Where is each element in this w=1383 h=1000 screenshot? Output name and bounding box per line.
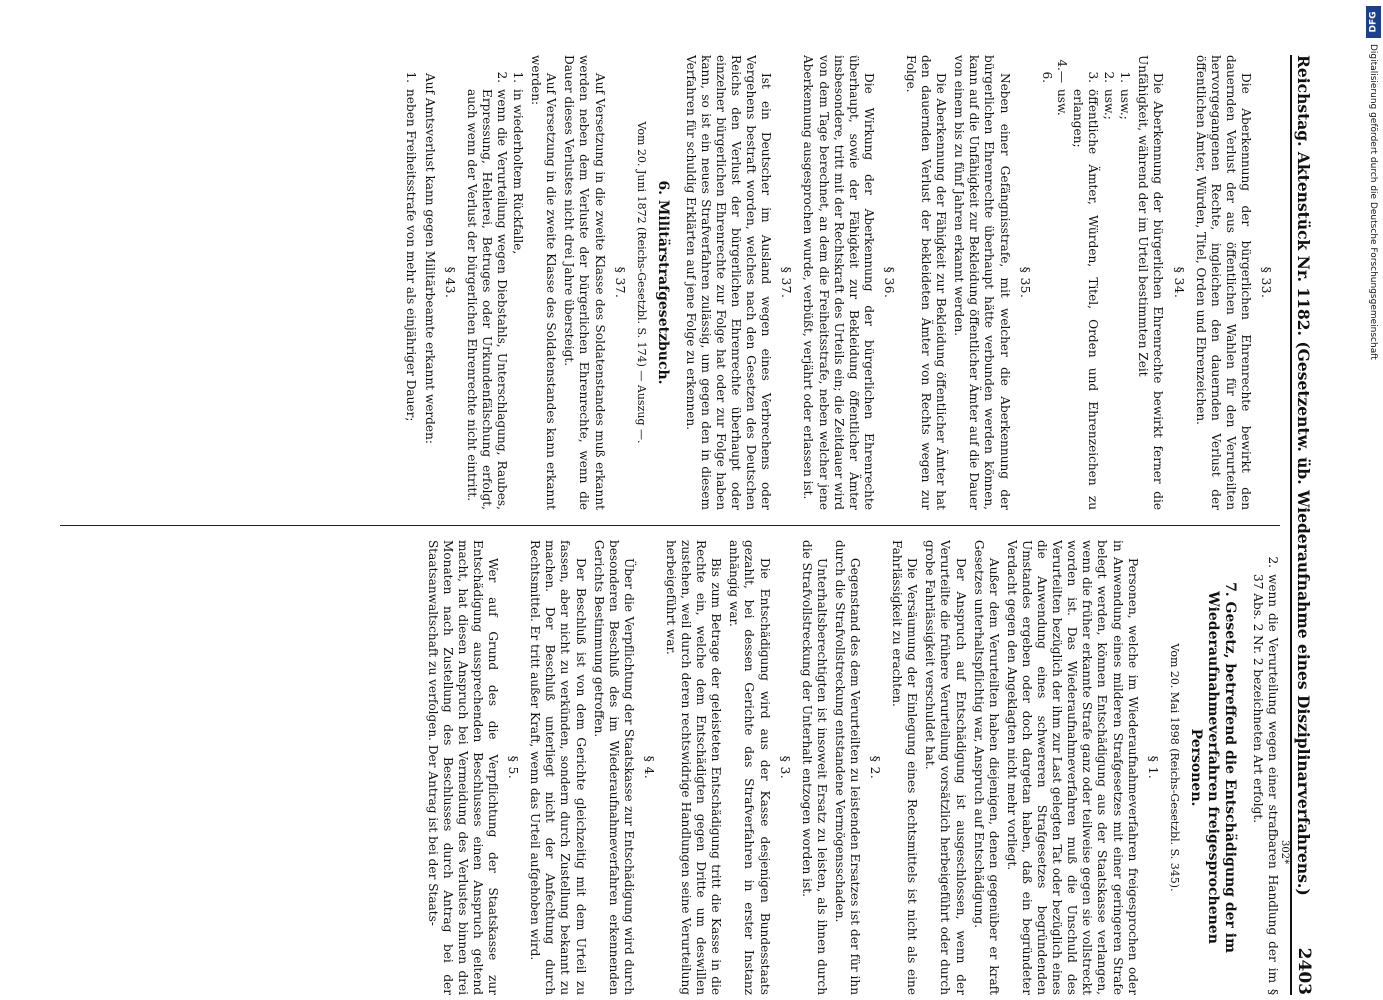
list-number: 1. <box>1118 71 1133 83</box>
section-heading: § 37. <box>612 266 627 299</box>
list-number: 2. <box>1266 556 1280 568</box>
section-heading: § 36. <box>881 266 896 299</box>
law-date: Vom 20. Mai 1898 (Reichs-Gesetzbl. S. 345). <box>1167 643 1181 892</box>
section-heading: § 35. <box>1017 266 1032 299</box>
paragraph: Die Entschädigung wird aus der Kasse desjenigen Bundesstaats gezahlt, bei dessen Gerichte das Strafverfahren in erster Instanz anhängig war. <box>727 540 772 995</box>
list-number: 3. <box>1086 71 1101 83</box>
paragraph: Die Wirkung der Aberkennung der bürgerlichen Ehrenrechte überhaupt, sowie der Fähigkeit zur Bekleidung öffentlicher Ämter insbesondere, tritt mit der Rechtskraft des Urteils ein; die Zeitdauer wird von dem Tage berechnet, an dem die Freiheitsstrafe, neben welcher jene Aberkennung ausgesprochen wurde, verbüßt, verjährt oder erlassen ist. <box>801 55 876 510</box>
paragraph: Auf Versetzung in die zweite Klasse des Soldatenstandes kann erkannt werden: <box>529 55 559 510</box>
list-text: wenn die Verurteilung wegen Diebstahls, Unterschlagung, Raubes, Erpressung, Hehlerei, Betruges oder Urkundenfälschung erfolgt, auch wenn der Verlust der bürgerlichen Ehrenrechte nicht eintritt. <box>464 89 509 510</box>
list-number: 1. <box>404 71 419 83</box>
section-heading: § 3. <box>777 755 792 780</box>
enumeration <box>1250 540 1280 995</box>
paragraph: Der Beschluß ist von dem Gerichte gleichzeitig mit dem Urteil zu fassen, aber nicht zu verkünden, sondern durch Zustellung bekannt zu machen. Der Beschluß unterliegt nicht der Anfechtung durch Rechtsmittel. Er tritt außer Kraft, wenn das Urteil aufgehoben wird. <box>528 540 588 995</box>
page-number: 2403 <box>1294 947 1315 995</box>
section-heading: § 33. <box>1259 266 1273 299</box>
list-text: wenn die Verurteilung wegen einer strafbaren Handlung der im § 37 Abs. 2 Nr. 2 bezeichneten Art erfolgt. <box>1250 574 1280 995</box>
section-heading: § 2. <box>868 755 883 780</box>
section-heading: § 5. <box>506 755 521 780</box>
section-heading: § 4. <box>641 755 656 780</box>
paragraph: Unterhaltsberechtigten ist insoweit Ersatz zu leisten, als ihnen durch die Strafvollstreckung der Unterhalt entzogen worden ist. <box>799 540 829 995</box>
section-heading: § 37. <box>779 266 794 299</box>
list-item <box>1039 55 1069 510</box>
funding-credit-text: Digitalisierung gefördert durch die Deutsche Forschungsgemeinschaft <box>1368 44 1378 360</box>
enumeration <box>1039 55 1133 510</box>
paragraph: Wer auf Grund des die Verpflichtung der Staatskasse zur Entschädigung aussprechenden Beschlusses einen Anspruch geltend macht, hat diesen Anspruch bei Vermeidung des Verlustes binnen drei Monaten nach Zustellung des Beschlusses durch Antrag bei der Staatsanwaltschaft zu verfolgen. Der Antrag ist bei der Staats- <box>425 540 501 995</box>
paragraph: Der Anspruch auf Entschädigung ist ausgeschlossen, wenn der Verurteilte die frühere Verurteilung vorsätzlich herbeigeführt oder durch grobe Fahrlässigkeit verschuldet hat. <box>923 540 968 995</box>
left-column <box>40 55 1280 510</box>
paragraph: Gegenstand des dem Verurteilten zu leistenden Ersatzes ist der für ihn durch die Strafvollstreckung entstandene Vermögensschaden. <box>832 540 863 995</box>
list-item <box>1117 55 1132 510</box>
list-text: öffentliche Ämter, Würden, Titel, Orden und Ehrenzeichen zu erlangen; <box>1070 89 1101 510</box>
list-item <box>510 55 525 510</box>
section-heading: § 43. <box>442 266 457 299</box>
paragraph: Über die Verpflichtung der Staatskasse zur Entschädigung wird durch besonderen Beschluß des im Wiederaufnahmeverfahren erkennenden Gerichts Bestimmung getroffen. <box>591 540 636 995</box>
list-text: usw. <box>1054 89 1069 116</box>
funding-credit <box>1366 44 1380 984</box>
column-divider <box>60 525 1280 526</box>
section-heading: § 1. <box>1145 755 1160 780</box>
digitization-sidebar <box>1362 6 1383 1000</box>
list-text: usw.; <box>1102 89 1117 120</box>
enumeration <box>464 55 525 510</box>
signature-mark-text: 302* <box>1279 840 1290 865</box>
paragraph: Bis zum Betrage der geleisteten Entschädigung tritt die Kasse in die Rechte ein, welche dem Entschädigten gegen Dritte um deswillen zustehen, weil durch deren rechtswidrige Handlungen seine Verurteilung herbeigeführt war. <box>664 540 724 995</box>
law-date: Vom 20. Juni 1872 (Reichs-Gesetzbl. S. 174) — Auszug —. <box>634 121 648 444</box>
list-number: 2. <box>1102 71 1117 83</box>
section-heading: § 34. <box>1171 266 1186 299</box>
list-item <box>1101 55 1116 510</box>
header-title: Reichstag. Aktenstück Nr. 1182. (Gesetzentw. üb. Wiederaufnahme eines Disziplinarverfahrens.) <box>1294 55 1314 896</box>
paragraph: Die Aberkennung der Fähigkeit zur Bekleidung öffentlicher Ämter hat den dauernden Verlust der bekleideten Ämter von Rechts wegen zur Folge. <box>904 55 949 510</box>
paragraph: Auf Amtsverlust kann gegen Militärbeamte erkannt werden: <box>422 73 437 444</box>
list-item <box>1250 540 1280 995</box>
list-text: in wiederholtem Rückfalle, <box>511 89 526 255</box>
page-header <box>1290 55 1320 995</box>
paragraph: Die Aberkennung der bürgerlichen Ehrenrechte bewirkt ferner die Unfähigkeit, während der im Urteil bestimmten Zeit <box>1136 55 1166 510</box>
right-column <box>40 540 1280 995</box>
paragraph: Außer dem Verurteilten haben diejenigen, denen gegenüber er kraft Gesetzes unterhaltspflichtig war, Anspruch auf Entschädigung. <box>971 540 1001 995</box>
list-item <box>1070 55 1100 510</box>
paragraph: Personen, welche im Wiederaufnahmeverfahren freigesprochen oder in Anwendung eines milderen Strafgesetzes mit einer geringeren Strafe belegt werden, können Entschädigung aus der Staatskasse verlangen, wenn die früher erkannte Strafe ganz oder teilweise gegen sie vollstreckt worden ist. Das Wiederaufnahmeverfahren muß die Unschuld des Verurteilten bezüglich der ihm zur Last gelegten Tat oder bezüglich eines die Anwendung eines schwereren Strafgesetzes begründenden Umstandes ergeben oder doch dargetan haben, daß ein begründeter Verdacht gegen den Angeklagten nicht mehr vorliegt. <box>1004 540 1140 995</box>
paragraph: Neben einer Gefängnisstrafe, mit welcher die Aberkennung der bürgerlichen Ehrenrechte überhaupt hätte verbunden werden können, kann auf die Unfähigkeit zur Bekleidung öffentlicher Ämter auf die Dauer von einem bis zu fünf Jahren erkannt werden. <box>952 55 1012 510</box>
list-number: 4.—6. <box>1039 59 1069 83</box>
rotated-page-content <box>20 55 1320 995</box>
list-text: neben Freiheitsstrafe von mehr als einjähriger Dauer; <box>404 89 419 422</box>
paragraph: Auf Versetzung in die zweite Klasse des Soldatenstandes muß erkannt werden neben dem Verluste der bürgerlichen Ehrenrechte, wenn die Dauer dieses Verlustes nicht drei Jahre übersteigt. <box>562 55 607 510</box>
paragraph: Die Versäumung der Einlegung eines Rechtsmittels ist nicht als eine Fahrlässigkeit zu erachten. <box>890 540 920 995</box>
paragraph: Ist ein Deutscher im Ausland wegen eines Verbrechens oder Vergehens bestraft worden, welches nach den Gesetzen des Deutschen Reichs den Verlust der bürgerlichen Ehrenrechte überhaupt oder einzelner bürgerlichen Ehrenrechte zur Folge hat oder zur Folge haben kann, so ist ein neues Strafverfahren zulässig, um gegen den in diesem Verfahren für schuldig Erklärten auf jene Folge zu erkennen. <box>683 55 774 510</box>
list-number: 1. <box>511 71 526 83</box>
law-heading: 7. Gesetz, betreffend die Entschädigung der im Wiederaufnahmeverfahren freigesprochenen Personen. <box>1187 582 1238 953</box>
list-number: 2. <box>494 71 509 83</box>
dfg-logo <box>1366 6 1381 38</box>
list-text: usw.; <box>1118 89 1133 120</box>
enumeration <box>403 55 418 510</box>
law-heading: 6. Militärstrafgesetzbuch. <box>654 180 671 385</box>
paragraph: Die Aberkennung der bürgerlichen Ehrenrechte bewirkt den dauernden Verlust der aus öffentlichen Wahlen für den Verurteilten hervorgegangenen Rechte, ingleichen den dauernden Verlust der öffentlichen Ämter, Würden, Titel, Orden und Ehrenzeichen. <box>1193 55 1253 510</box>
list-item <box>403 55 418 510</box>
dfg-logo-text: DFG <box>1368 11 1379 33</box>
list-item <box>464 55 509 510</box>
